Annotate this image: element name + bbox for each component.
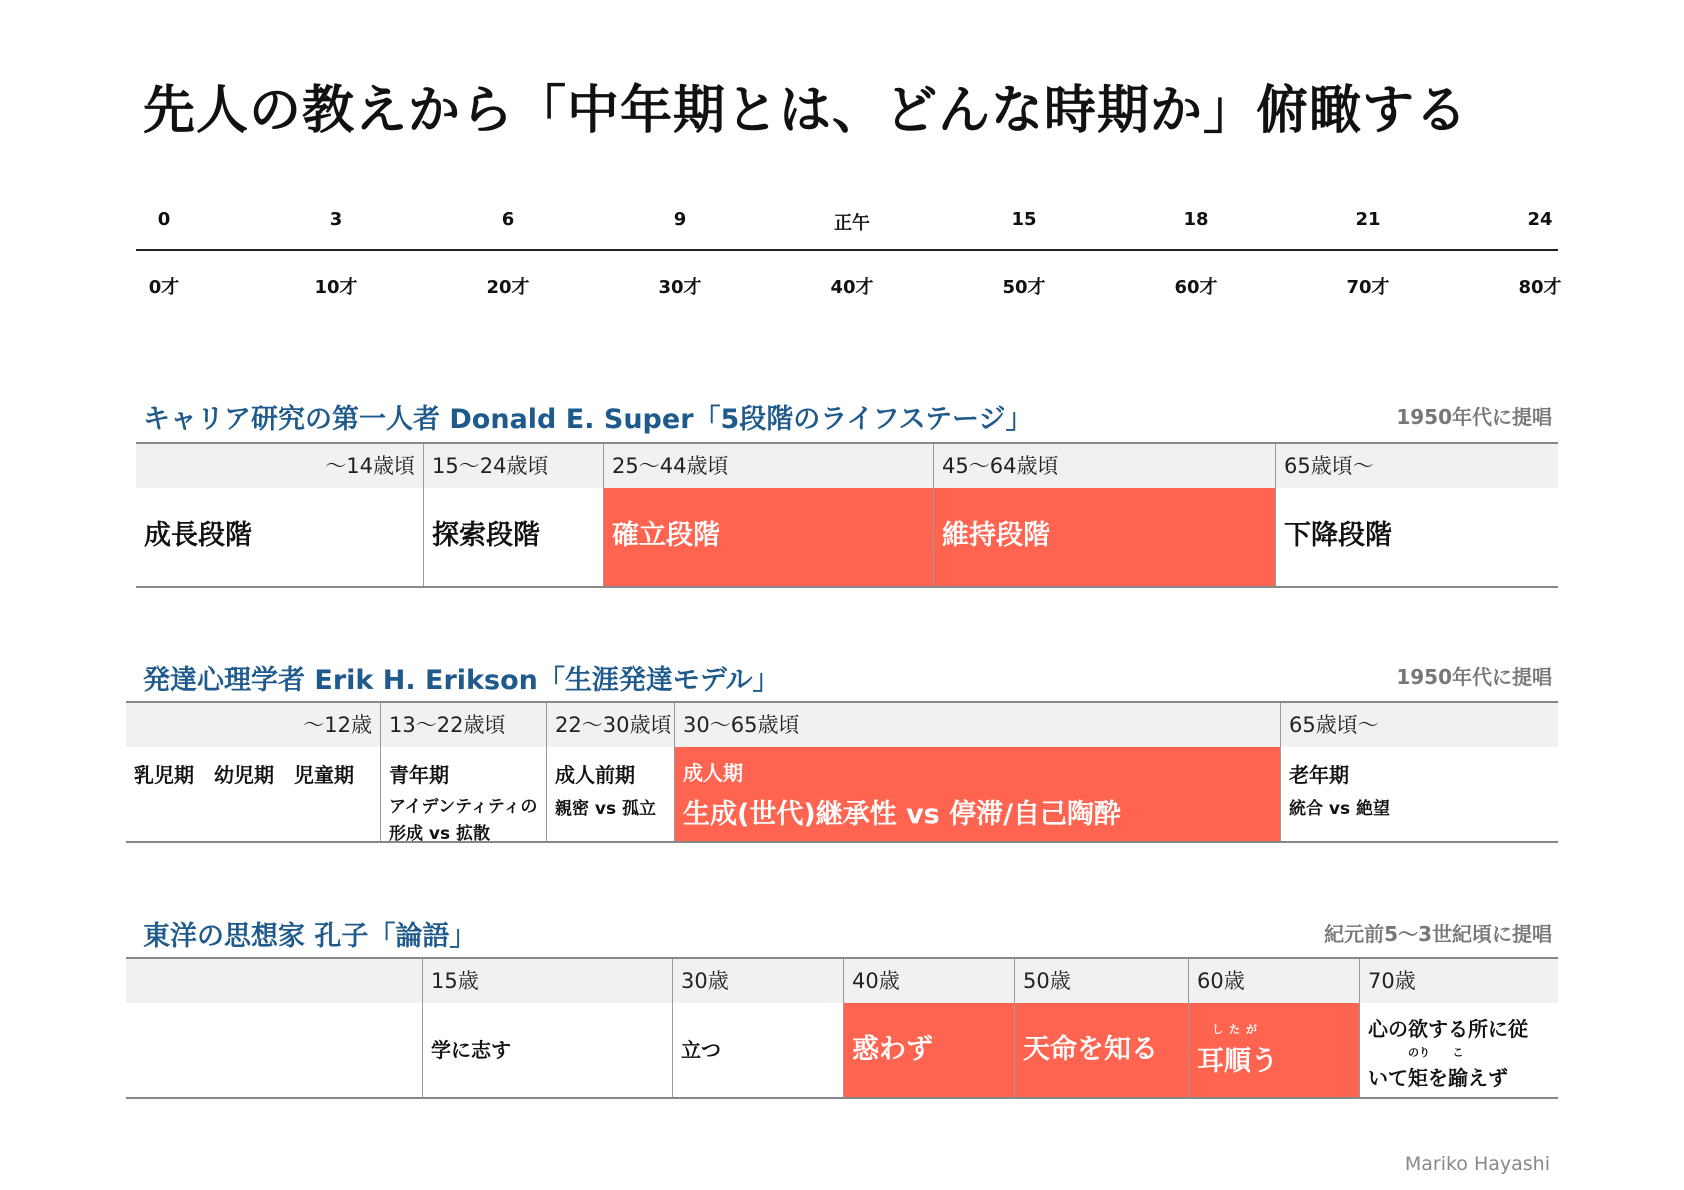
stage-name: 老年期 bbox=[1289, 763, 1349, 787]
age-tick: 30才 bbox=[658, 277, 702, 298]
stage-cell bbox=[1359, 959, 1558, 1097]
super-section-note: 1950年代に提唱 bbox=[1396, 405, 1552, 429]
time-scale bbox=[136, 205, 1562, 305]
age-tick: 60才 bbox=[1174, 277, 1218, 298]
ruby-word bbox=[1197, 1023, 1278, 1078]
super-stage-table bbox=[136, 442, 1558, 588]
confucius-section-title: 東洋の思想家 孔子「論語」 bbox=[143, 921, 477, 952]
ruby-text: したが bbox=[1212, 1023, 1263, 1036]
hour-tick: 24 bbox=[1527, 209, 1553, 230]
confucius-section-note: 紀元前5〜3世紀頃に提唱 bbox=[1324, 922, 1552, 946]
stage-text: 立つ bbox=[681, 1038, 721, 1062]
stage-name: 乳児期 幼児期 児童期 bbox=[134, 763, 354, 787]
stage-cell bbox=[1280, 703, 1558, 841]
stage-name: 成長段階 bbox=[144, 520, 252, 551]
stage-age: 30〜65歳頃 bbox=[675, 703, 1280, 747]
stage-name: 維持段階 bbox=[934, 488, 1275, 586]
stage-theme: 生成(世代)継承性 vs 停滞/自己陶酔 bbox=[683, 799, 1122, 830]
stage-age: 65歳頃〜 bbox=[1276, 444, 1558, 488]
stage-cell bbox=[136, 444, 423, 586]
stage-cell bbox=[423, 444, 603, 586]
hour-tick: 18 bbox=[1183, 209, 1209, 230]
stage-text: 天命を知る bbox=[1015, 1003, 1188, 1097]
scale-line bbox=[136, 249, 1558, 251]
stage-name: 成人期 bbox=[683, 761, 743, 785]
stage-cell bbox=[546, 703, 674, 841]
stage-age: 65歳頃〜 bbox=[1281, 703, 1558, 747]
age-tick: 40才 bbox=[830, 277, 874, 298]
hour-tick: 6 bbox=[501, 209, 515, 230]
age-tick: 80才 bbox=[1518, 277, 1562, 298]
hour-tick: 15 bbox=[1011, 209, 1037, 230]
stage-age: 13〜22歳頃 bbox=[381, 703, 546, 747]
stage-cell-highlight bbox=[603, 444, 933, 586]
stage-age: 60歳 bbox=[1189, 959, 1359, 1003]
stage-cell bbox=[126, 959, 422, 1097]
stage-cell bbox=[126, 703, 380, 841]
stage-age: 〜12歳 bbox=[126, 703, 380, 747]
stage-theme: アイデンティティの形成 vs 拡散 bbox=[389, 797, 538, 844]
stage-cell-highlight bbox=[1014, 959, 1188, 1097]
erikson-stage-table bbox=[126, 701, 1558, 843]
age-tick: 0才 bbox=[148, 277, 180, 298]
stage-cell-highlight bbox=[1188, 959, 1359, 1097]
stage-age: 22〜30歳頃 bbox=[547, 703, 674, 747]
stage-cell-highlight bbox=[933, 444, 1275, 586]
stage-text: 惑わず bbox=[844, 1003, 1014, 1097]
age-tick: 10才 bbox=[314, 277, 358, 298]
stage-text-line1: 心の欲する所に従 bbox=[1368, 1017, 1528, 1041]
stage-name: 下降段階 bbox=[1284, 520, 1392, 551]
stage-name: 探索段階 bbox=[432, 520, 540, 551]
stage-age: 45〜64歳頃 bbox=[934, 444, 1275, 488]
stage-text: 耳順う bbox=[1197, 1046, 1278, 1077]
stage-name: 成人前期 bbox=[555, 763, 635, 787]
hour-tick: 21 bbox=[1355, 209, 1381, 230]
erikson-section-title: 発達心理学者 Erik H. Erikson「生涯発達モデル」 bbox=[143, 665, 780, 696]
age-tick: 20才 bbox=[486, 277, 530, 298]
hour-tick: 9 bbox=[673, 209, 687, 230]
stage-age: 50歳 bbox=[1015, 959, 1188, 1003]
stage-age bbox=[126, 959, 422, 1003]
stage-name: 確立段階 bbox=[604, 488, 933, 586]
stage-age: 40歳 bbox=[844, 959, 1014, 1003]
stage-cell bbox=[380, 703, 546, 844]
stage-cell bbox=[672, 959, 843, 1097]
stage-text-line2: いて のり 矩を こ 踰えず bbox=[1368, 1046, 1508, 1090]
stage-age: 70歳 bbox=[1360, 959, 1558, 1003]
stage-age: 15歳 bbox=[423, 959, 672, 1003]
stage-theme: 統合 vs 絶望 bbox=[1289, 799, 1391, 819]
erikson-section-note: 1950年代に提唱 bbox=[1396, 665, 1552, 689]
stage-age: 25〜44歳頃 bbox=[604, 444, 933, 488]
stage-age: 15〜24歳頃 bbox=[424, 444, 603, 488]
hour-tick: 3 bbox=[329, 209, 343, 230]
super-section-title: キャリア研究の第一人者 Donald E. Super「5段階のライフステージ」 bbox=[143, 404, 1033, 435]
stage-age: 30歳 bbox=[673, 959, 843, 1003]
stage-cell bbox=[1275, 444, 1558, 586]
age-tick: 50才 bbox=[1002, 277, 1046, 298]
stage-cell-highlight bbox=[843, 959, 1014, 1097]
stage-cell-highlight bbox=[674, 703, 1280, 841]
author-credit: Mariko Hayashi bbox=[1404, 1153, 1550, 1175]
page-title: 先人の教えから「中年期とは、どんな時期か」俯瞰する bbox=[143, 81, 1469, 141]
stage-age: 〜14歳頃 bbox=[136, 444, 423, 488]
stage-text: 学に志す bbox=[431, 1038, 511, 1062]
hour-tick: 正午 bbox=[834, 213, 870, 234]
hour-tick: 0 bbox=[157, 209, 171, 230]
stage-cell bbox=[422, 959, 672, 1097]
stage-theme: 親密 vs 孤立 bbox=[555, 799, 657, 819]
stage-name: 青年期 bbox=[389, 763, 449, 787]
age-tick: 70才 bbox=[1346, 277, 1390, 298]
confucius-stage-table bbox=[126, 957, 1558, 1099]
